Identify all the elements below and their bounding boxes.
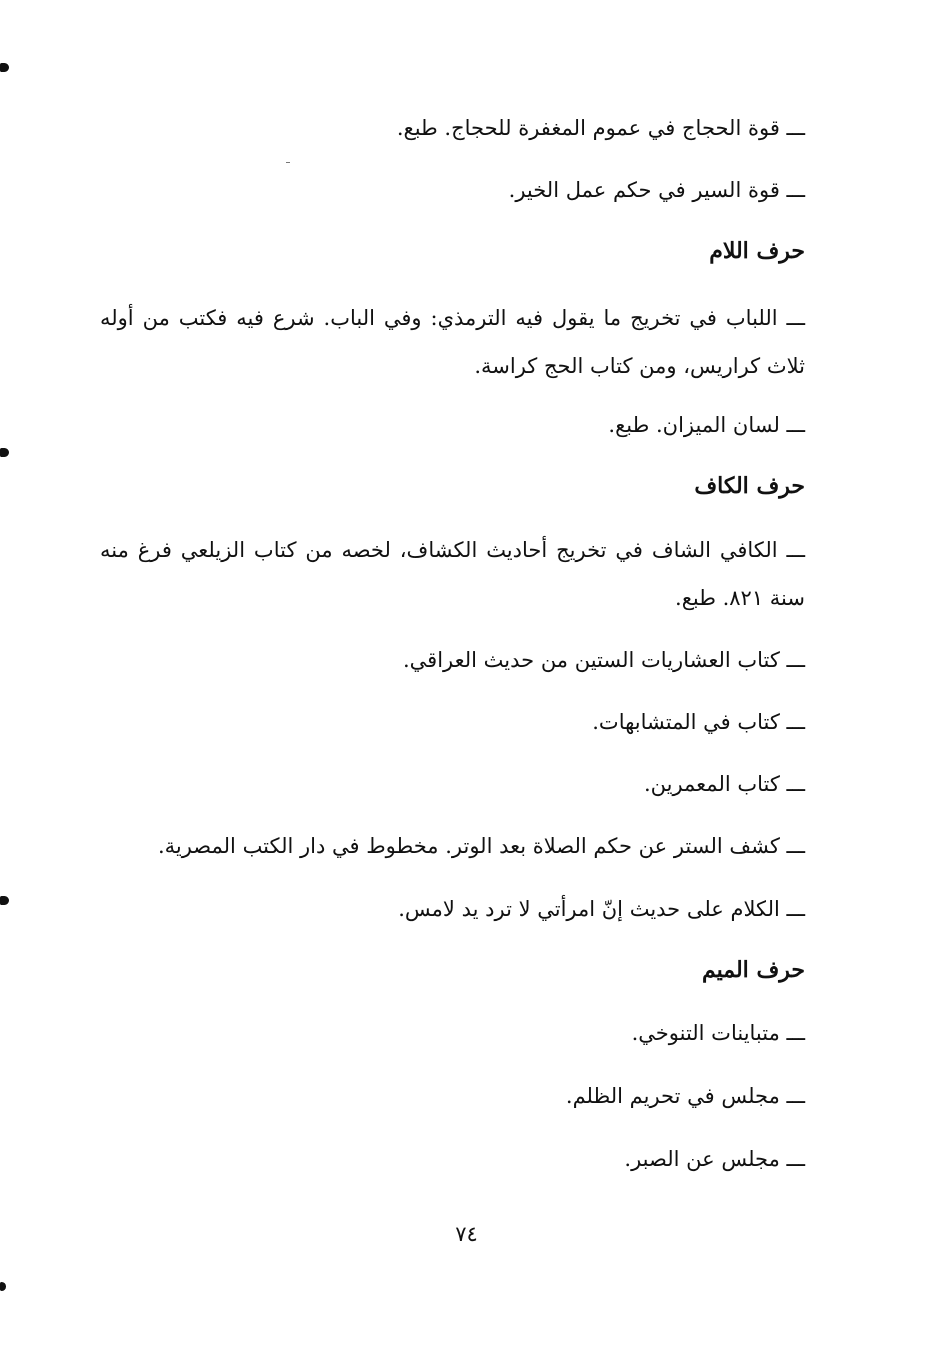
- list-item: ـــ كتاب العشاريات الستين من حديث العراقي.: [403, 648, 805, 672]
- list-item: ـــ كشف الستر عن حكم الصلاة بعد الوتر. مخطوط في دار الكتب المصرية.: [157, 834, 805, 858]
- binding-mark: [0, 896, 9, 905]
- list-item: ـــ مجلس عن الصبر.: [624, 1147, 805, 1171]
- section-heading: حرف اللام: [709, 238, 805, 264]
- list-item: ـــ كتاب المعمرين.: [643, 772, 805, 796]
- binding-mark: [0, 63, 9, 72]
- scan-speck: [286, 162, 290, 163]
- list-item: ـــ قوة السير في حكم عمل الخير.: [508, 178, 805, 202]
- list-item: ـــ مجلس في تحريم الظلم.: [565, 1084, 805, 1108]
- binding-mark: [0, 448, 9, 457]
- section-heading: حرف الميم: [701, 957, 805, 983]
- binding-mark: [0, 1282, 6, 1291]
- list-item: ـــ اللباب في تخريج ما يقول فيه الترمذي: وفي الباب. شرع فيه فكتب من أوله ثلاث كراريس، ومن كتاب الحج كراسة.: [100, 306, 805, 378]
- list-item: ـــ الكلام على حديث إنّ امرأتي لا ترد يد لامس.: [398, 897, 805, 921]
- section-heading: حرف الكاف: [694, 473, 805, 499]
- page-number: ٧٤: [455, 1222, 478, 1246]
- list-item: ـــ لسان الميزان. طبع.: [608, 413, 805, 437]
- list-item: ـــ الكافي الشاف في تخريج أحاديث الكشاف، لخصه من كتاب الزيلعي فرغ منه سنة ٨٢١. طبع.: [100, 538, 805, 610]
- list-item: ـــ كتاب في المتشابهات.: [592, 710, 805, 734]
- list-item: ـــ قوة الحجاج في عموم المغفرة للحجاج. طبع.: [396, 116, 805, 140]
- list-item: ـــ متباينات التنوخي.: [631, 1021, 805, 1045]
